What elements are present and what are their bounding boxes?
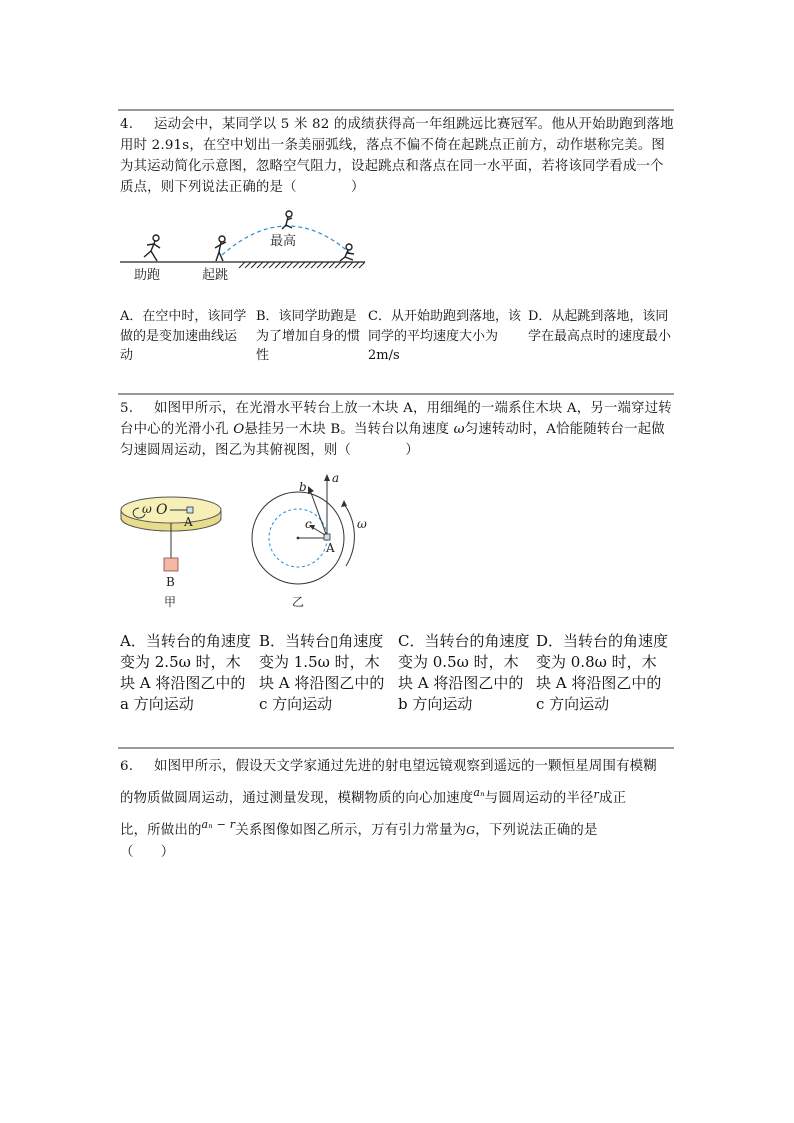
question-text: ，下列说法正确的是 — [475, 823, 598, 838]
omega-label: ω — [357, 517, 367, 531]
long-jump-figure — [120, 205, 380, 285]
g-symbol: G — [466, 824, 476, 837]
question-4-stem — [120, 114, 674, 198]
o-label: O — [156, 502, 168, 518]
label-top: 最高 — [270, 234, 297, 249]
label-jump: 起跳 — [202, 268, 229, 283]
question-text: 如图甲所示，假设天文学家通过先进的射电望远镜观察到遥远的一颗恒星周围有模糊 — [154, 759, 657, 774]
r-symbol: r — [593, 788, 599, 801]
omega-label: ω — [142, 502, 152, 516]
question-text: 的物质做圆周运动，通过测量发现，模糊物质的向心加速度 — [120, 791, 474, 806]
q4-option-a[interactable]: A．在空中时，该同学做的是变加速曲线运动 — [120, 309, 247, 363]
q5-option-d[interactable]: D．当转台的角速度变为 0.8ω 时，木块 A 将沿图乙中的 c 方向运动 — [536, 632, 669, 713]
turntable-top-figure — [248, 470, 378, 610]
q4-option-b[interactable]: B．该同学助跑是为了增加自身的惯性 — [256, 309, 361, 363]
question-6-stem — [120, 754, 674, 862]
question-text: 成正 — [598, 791, 627, 806]
q5-option-a[interactable]: A．当转台的角速度变为 2.5ω 时，木块 A 将沿图乙中的 a 方向运动 — [120, 632, 251, 713]
divider-q6 — [118, 747, 674, 749]
turntable-side-figure — [116, 488, 226, 610]
ground-hatch — [239, 262, 365, 268]
b-label: B — [166, 575, 175, 589]
question-text: 与圆周运动的半径 — [484, 791, 594, 806]
divider-q4 — [118, 109, 674, 111]
landing-figure — [340, 244, 354, 261]
an-r-symbol: aₙ − r — [201, 818, 236, 831]
hole-o-symbol: O — [233, 422, 245, 437]
q6-line-1 — [120, 754, 674, 780]
q6-line-3 — [120, 812, 674, 844]
divider-q5 — [118, 393, 674, 395]
takeoff-figure — [215, 236, 226, 261]
block-a-label: A — [326, 541, 335, 555]
label-run: 助跑 — [134, 268, 161, 283]
q4-option-d[interactable]: D．从起跳到落地，该同学在最高点时的速度最小 — [528, 309, 672, 344]
question-number: 4. — [120, 117, 134, 132]
question-text: 如图甲所示，在光滑水平转台上放一木块 A，用细绳的一端系住木块 A，另一端穿过转台中心的光滑小孔 — [120, 401, 672, 437]
direction-b-label: b — [299, 480, 307, 494]
q6-line-2 — [120, 780, 674, 812]
figure-jia-caption: 甲 — [164, 595, 177, 609]
q6-line-4: （ ） — [120, 845, 175, 860]
block-a — [187, 507, 193, 513]
q5-option-b[interactable]: B．当转台▯角速度变为 1.5ω 时，木块 A 将沿图乙中的 c 方向运动 — [259, 632, 385, 713]
a-label: A — [184, 515, 193, 529]
an-symbol: aₙ — [473, 786, 485, 799]
question-5-stem — [120, 398, 674, 461]
question-text: 比，所做出的 — [120, 823, 202, 838]
question-text: 关系图像如图乙所示，万有引力常量为 — [235, 823, 467, 838]
question-text: 悬挂另一木块 B。当转台以角速度 — [244, 422, 454, 437]
question-number: 5. — [120, 401, 134, 416]
direction-c-label: c — [305, 517, 312, 531]
question-text: 匀速转动时，A恰能随转台一起做匀速圆周运动，图乙为其俯视图，则（ ） — [120, 422, 665, 458]
runner-figure — [144, 235, 160, 261]
q4-option-c[interactable]: C．从开始助跑到落地，该同学的平均速度大小为 2m/s — [368, 309, 521, 363]
question-number: 6. — [120, 759, 134, 774]
direction-a-label: a — [332, 471, 340, 485]
omega-symbol: ω — [453, 422, 465, 437]
q5-option-c[interactable]: C．当转台的角速度变为 0.5ω 时，木块 A 将沿图乙中的 b 方向运动 — [398, 632, 530, 713]
question-text: 运动会中，某同学以 5 米 82 的成绩获得高一年组跳远比赛冠军。他从开始助跑到落地用时 2.91s，在空中划出一条美丽弧线，落点不偏不倚在起跳点正前方，动作堪称完美。图为其运动简化示意图，忽略空气阻力，设起跳点和落点在同一水平面，若将该同学看成一个质点，则下列说法正确的是（ ） — [120, 117, 674, 195]
block-b — [164, 558, 178, 571]
figure-yi-caption: 乙 — [292, 595, 305, 609]
